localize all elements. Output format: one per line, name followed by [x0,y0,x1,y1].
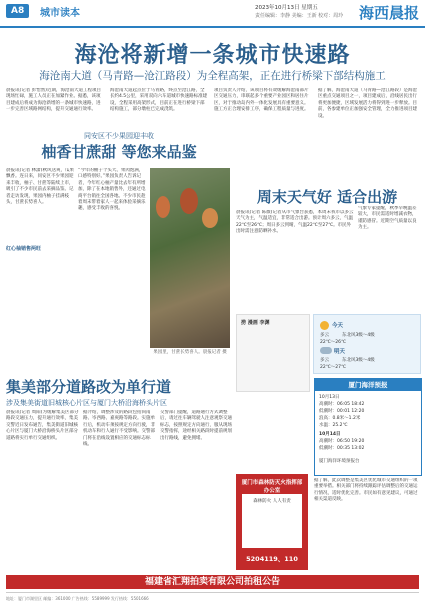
forecast-temp: 22℃～27℃ [320,365,347,370]
lead-column-2: 海沧南大道起点位于马青路，终点至沧江路，全长约4.5公里，采用双向六车道城市快速路标准建设，全程采用高架形式，目前正在进行桥梁下部结构施工，部分墩柱已完成浇筑。 [110,88,208,113]
sugarcane-column-1: 晨报讯(记者 林潇)秋风送爽，瓜果飘香。连日来，同安区不少果园迎来丰收，柚子、甘蔗等陆续上市，吸引了不少市民前去采摘品鉴。记者走访发现，果园内柚子挂满枝头，甘蔗长势喜人。 [6,168,74,206]
road-headline: 集美部分道路改为单行道 [6,378,172,396]
auction-banner: 福建省汇翔拍卖有限公司拍租公告 [6,575,419,589]
orchard-photo [150,168,230,348]
forecast-wind: 东北风3级～4级 [342,358,375,363]
weather-body: 晨报讯(记者 陈薇)记者从市气象台获悉，本周末我市以多云天气为主，气温适宜，非常适合出游。预计周六多云，气温22℃至26℃；周日多云到晴，气温22℃至27℃。市民外出时需注意防晒补水。 [236,210,354,235]
weather-side-text: 气象专家提醒，秋季早晚温差较大，市民需适时增减衣物，谨防感冒。近期空气质量以良为主。 [358,206,417,231]
forecast-day: 今天 [332,323,344,329]
road-column-1: 晨报讯(记者 周阳)为缓解集美区部分路段交通压力，提升通行效率，集美交警近日发布通告，集美街道旧城核心片区与厦门大桥沿海桥头片区部分道路将实行单行交通组织。 [6,410,79,441]
sugarcane-kicker: 同安区不少果园迎丰收 [84,132,154,140]
lead-headline: 海沧将新增一条城市快速路 [74,43,351,68]
lead-subheadline: 海沧南大道（马青路—沧江路段）为全程高架，正在进行桥梁下部结构施工 [39,70,386,82]
ocean-forecast-box [314,378,422,476]
tide-line: 10月14日 [319,432,341,437]
page-number-badge: A8 [6,4,29,18]
forecast-wind: 东北风3级～4级 [342,333,375,338]
road-column-3: 交警部门提醒，道路通行方式调整后，请过往车辆驾驶人注意观察交通标志，按照规定方向通行，服从现场交警指挥，途经相关路段时提前规划出行路线，避免拥堵。 [160,410,232,441]
road-subheadline: 涉及集美街道旧城核心片区与厦门大桥沿海桥头片区 [6,399,167,407]
tide-line: 高潮时：06:05 18:42 [319,402,365,407]
editor-line: 责任编辑：李静 美编：王新 校对：周玲 [255,13,344,19]
tide-line: 高潮时：06:50 19:20 [319,439,365,444]
tide-line: 低潮时：00:35 13:02 [319,446,365,451]
forecast-temp: 22℃～26℃ [320,340,347,345]
tide-line: 水温：25.2℃ [319,423,348,428]
ocean-forecast-date: 10月13日 [319,395,340,400]
ocean-forecast-title: 厦门海洋预报 [315,379,421,391]
photo-caption: 果园里，甘蔗长势喜人。晨报记者 摄 [153,350,227,355]
lead-column-4: 据了解，海沧南大道（马青路—沧江路段）是海沧区重点交通项目之一，项目建成后，沿线居民出行将更加便捷，区域发展活力将得到进一步释放。目前，各参建单位正加强安全管理，全力推进项目建设。 [318,88,417,119]
sugarcane-column-2: “今年的柚子个头大、果肉饱满，口感特别好。”果园负责人告诉记者，今年红心柚产量比去年有所增加，除了在本地销售外，还通过电商平台销往全国各地。不少市民趁着周末带着家人一起来体验采摘乐趣，感受丰收的喜悦。 [78,168,146,212]
ad-panel [242,494,302,548]
lead-column-3: 项目负责人介绍，该项目将有效缓解海沧南部片区交通压力，串联起多个重要产业园区和居住片区，对于推动岛内外一体化发展具有重要意义。施工方正合理安排工序，确保工程质量与进度。 [214,88,309,113]
right-bottom-text: 据了解，此次调整是集美区优化城市交通组织的一项重要举措。相关部门将持续跟踪评估调整后的交通运行情况，适时优化完善。市民如有意见建议，可通过相关渠道反映。 [314,478,418,503]
road-column-2: 据介绍，调整涉及的路段包括尚南路、岑西路、嘉庚路等路段。实施单行后，机动车须按规定方向行驶，非机动车和行人通行不受影响。交警部门将在沿线设置相应的交通标志标线。 [83,410,155,448]
sugarcane-headline: 柚香甘蔗甜 等您来品鉴 [41,143,197,161]
lead-body [6,88,419,130]
section-name: 城市读本 [40,8,80,19]
ad-phone: 5204119、110 [246,555,298,563]
sun-icon [320,321,329,330]
fire-prevention-ad [236,474,308,570]
newspaper-logo: 海西晨报 [358,4,419,22]
forecast-condition: 多云 [320,333,329,338]
ad-message: 森林防火 人人有责 [253,499,291,504]
cloud-icon [320,347,332,354]
weather-headline: 周末天气好 适合出游 [256,188,398,206]
forecast-day: 明天 [334,349,346,355]
tide-line: 浪高：0.8米～1.2米 [319,416,361,421]
ad-title: 厦门市森林防灭火指挥部办公室 [241,480,303,494]
issue-date: 2023年10月13日 星期五 [255,5,318,11]
sugarcane-subhead: 红心柚销售两旺 [6,246,42,252]
fruit-shape [156,196,170,218]
lead-column-1: 晨报讯(记者 彭怡然)近期，海沧南大道工程项目现场忙碌，施工人员正在加紧作业。据悉，该项目建成后将成为海沧新增的一条城市快速路，进一步完善区域路网结构，提升交通通行效率。 [6,88,101,113]
weather-forecast-box [313,314,421,374]
forecast-condition: 多云 [320,358,329,363]
page-header [0,0,425,28]
fruit-shape [202,208,218,228]
page-footer: 地址：厦门市湖里区 邮编：361000 广告热线：5589999 发行热线：5501666 [6,592,419,605]
tide-line: 低潮时：00:01 12:20 [319,409,365,414]
tide-line: 厦门海洋环境预报台 [319,459,360,464]
fruit-shape [180,188,198,214]
cartoon-title: 捞 漫画 李渊 [241,320,270,326]
